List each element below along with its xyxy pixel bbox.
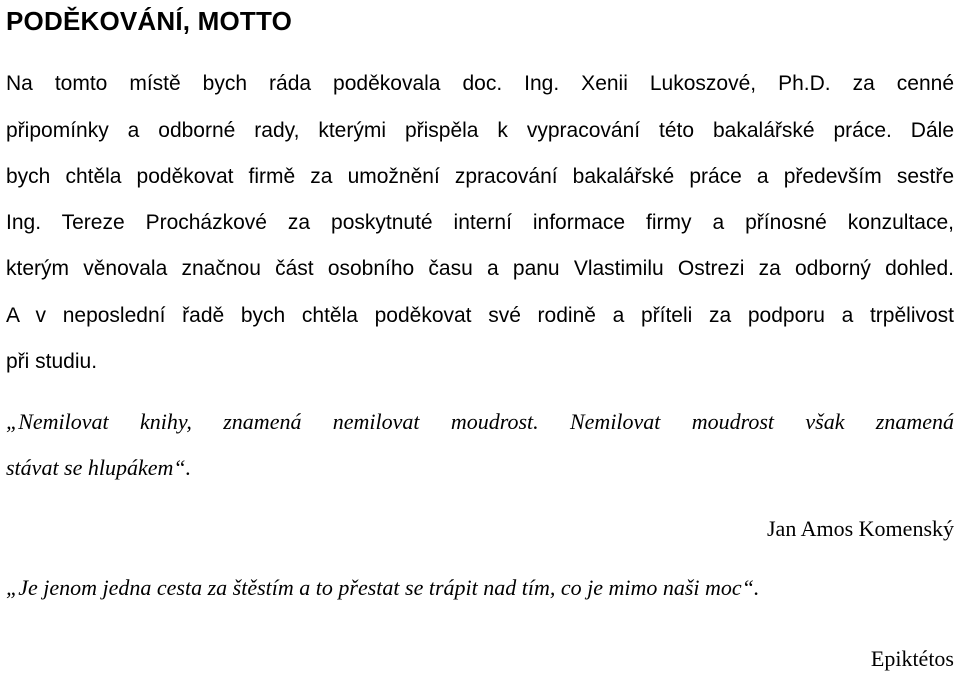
paragraph-line: kterým věnovala značnou část osobního času a panu Vlastimilu Ostrezi za odborný dohled. (6, 257, 954, 280)
page-title: PODĚKOVÁNÍ, MOTTO (6, 6, 293, 36)
quote-author: Jan Amos Komenský (767, 516, 954, 541)
paragraph-line: Ing. Tereze Procházkové za poskytnuté interní informace firmy a přínosné konzultace, (6, 211, 954, 234)
paragraph-line: při studiu. (6, 350, 98, 373)
paragraph-line: připomínky a odborné rady, kterými přispěla k vypracování této bakalářské práce. Dále (6, 119, 954, 142)
quote-line: stávat se hlupákem“. (6, 455, 192, 480)
paragraph-line: bych chtěla poděkovat firmě za umožnění zpracování bakalářské práce a především sestře (6, 165, 954, 188)
paragraph-line: A v neposlední řadě bych chtěla poděkovat své rodině a příteli za podporu a trpělivost (6, 304, 954, 327)
quote-author: Epiktétos (870, 646, 954, 671)
paragraph-line: Na tomto místě bych ráda poděkovala doc. Ing. Xenii Lukoszové, Ph.D. za cenné (6, 72, 954, 95)
quote-line: „Nemilovat knihy, znamená nemilovat moudrost. Nemilovat moudrost však znamená (6, 409, 954, 434)
quote-line: „Je jenom jedna cesta za štěstím a to přestat se trápit nad tím, co je mimo naši moc“. (6, 575, 760, 600)
